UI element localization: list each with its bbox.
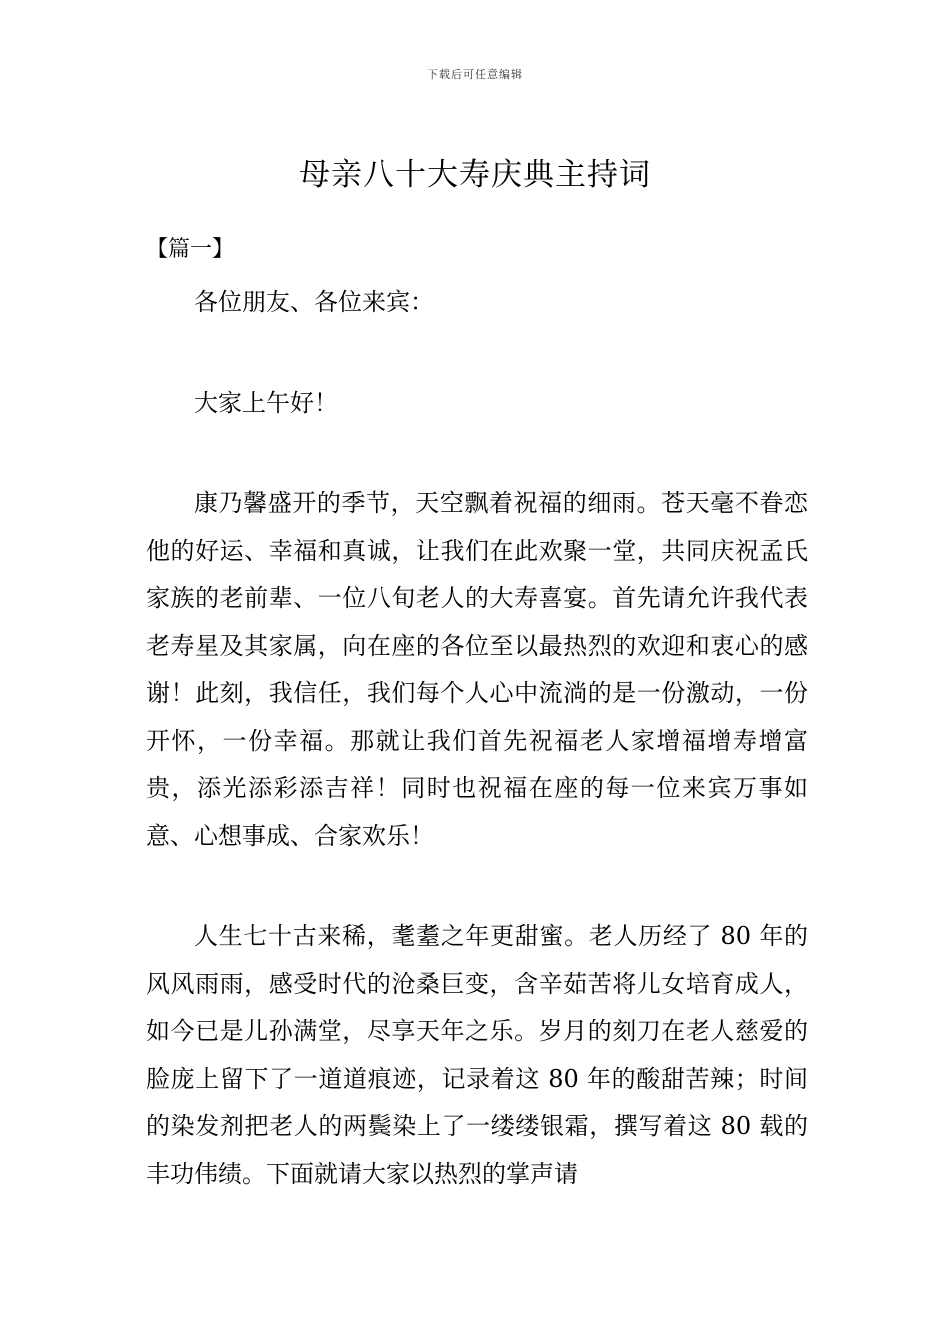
salutation-paragraph: 大家上午好！ (194, 388, 338, 417)
document-title: 母亲八十大寿庆典主持词 (299, 156, 651, 193)
page-header-note: 下载后可任意编辑 (427, 68, 523, 81)
body-paragraph-2: 人生七十古来稀，耄耋之年更甜蜜。老人历经了 80 年的风风雨雨，感受时代的沧桑巨变，含辛茹苦将儿女培育成人，如今已是儿孙满堂，尽享天年之乐。岁月的刻刀在老人慈爱的脸庞上留下了一道道痕迹，记录着这 80 年的酸甜苦辣；时间的染发剂把老人的两鬓染上了一缕缕银霜，撰写着这 80 载的丰功伟绩。下面就请大家以热烈的掌声请 (146, 922, 808, 1188)
greeting-paragraph: 各位朋友、各位来宾： (194, 288, 434, 316)
body-paragraph-1: 康乃馨盛开的季节，天空飘着祝福的细雨。苍天毫不眷恋他的好运、幸福和真诚，让我们在此欢聚一堂，共同庆祝孟氏家族的老前辈、一位八旬老人的大寿喜宴。首先请允许我代表老寿星及其家属，向在座的各位至以最热烈的欢迎和衷心的感谢！此刻，我信任，我们每个人心中流淌的是一份激动，一份开怀，一份幸福。那就让我们首先祝福老人家增福增寿增富贵，添光添彩添吉祥！同时也祝福在座的每一位来宾万事如意、心想事成、合家欢乐！ (146, 489, 808, 850)
document-body (146, 279, 808, 1198)
section-label: 【篇一】 (146, 237, 235, 262)
